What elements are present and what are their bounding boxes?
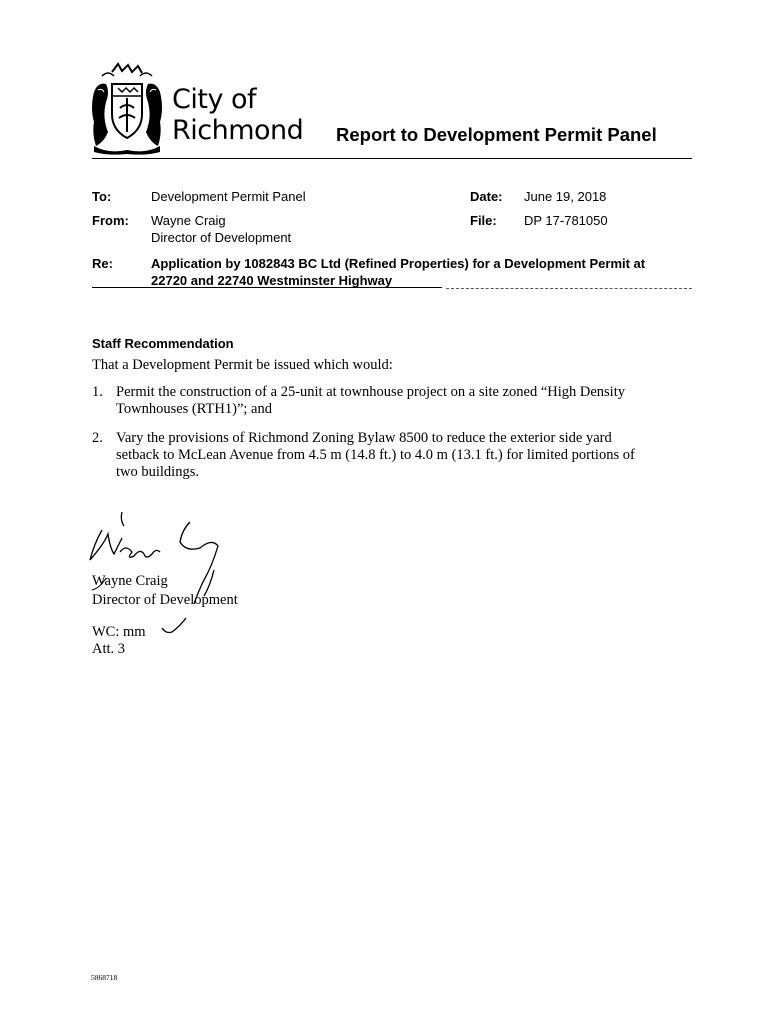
header-divider	[92, 158, 692, 159]
section-heading: Staff Recommendation	[92, 336, 234, 351]
typist-initials: WC: mm	[92, 624, 146, 640]
file-value: DP 17-781050	[524, 213, 608, 228]
attachment-count: Att. 3	[92, 641, 126, 657]
list-item-number: 2.	[92, 430, 103, 446]
re-line1: Application by 1082843 BC Ltd (Refined Properties) for a Development Permit at	[151, 256, 646, 271]
re-label: Re:	[92, 256, 113, 271]
city-name	[172, 84, 303, 146]
city-name-line1: City of	[172, 84, 257, 115]
crest-icon	[88, 62, 166, 156]
list-item-line: Vary the provisions of Richmond Zoning Bylaw 8500 to reduce the exterior side yard	[116, 430, 612, 446]
re-underline	[92, 287, 442, 288]
city-name-line2: Richmond	[172, 115, 304, 146]
to-label: To:	[92, 189, 112, 204]
document-code: 5868718	[91, 973, 118, 982]
re-line2: 22720 and 22740 Westminster Highway	[151, 273, 393, 288]
list-item-number: 1.	[92, 384, 103, 400]
signature-title: Director of Development	[92, 592, 238, 608]
city-crest-logo	[88, 62, 166, 156]
date-value: June 19, 2018	[524, 189, 607, 204]
file-label: File:	[470, 213, 497, 228]
list-item-line: setback to McLean Avenue from 4.5 m (14.8 ft.) to 4.0 m (13.1 ft.) for limited portions of	[116, 447, 635, 463]
report-title: Report to Development Permit Panel	[336, 124, 657, 145]
list-item-line: Townhouses (RTH1)”; and	[116, 401, 272, 417]
signature-name: Wayne Craig	[92, 573, 168, 589]
list-item-line: two buildings.	[116, 464, 199, 480]
list-item-line: Permit the construction of a 25-unit at townhouse project on a site zoned “High Density	[116, 384, 625, 400]
from-name: Wayne Craig	[151, 213, 226, 228]
to-value: Development Permit Panel	[151, 189, 306, 204]
date-label: Date:	[470, 189, 503, 204]
from-label: From:	[92, 213, 129, 228]
intro-text: That a Development Permit be issued which would:	[92, 357, 393, 373]
from-title: Director of Development	[151, 230, 292, 245]
re-underline-dashed	[446, 288, 692, 289]
